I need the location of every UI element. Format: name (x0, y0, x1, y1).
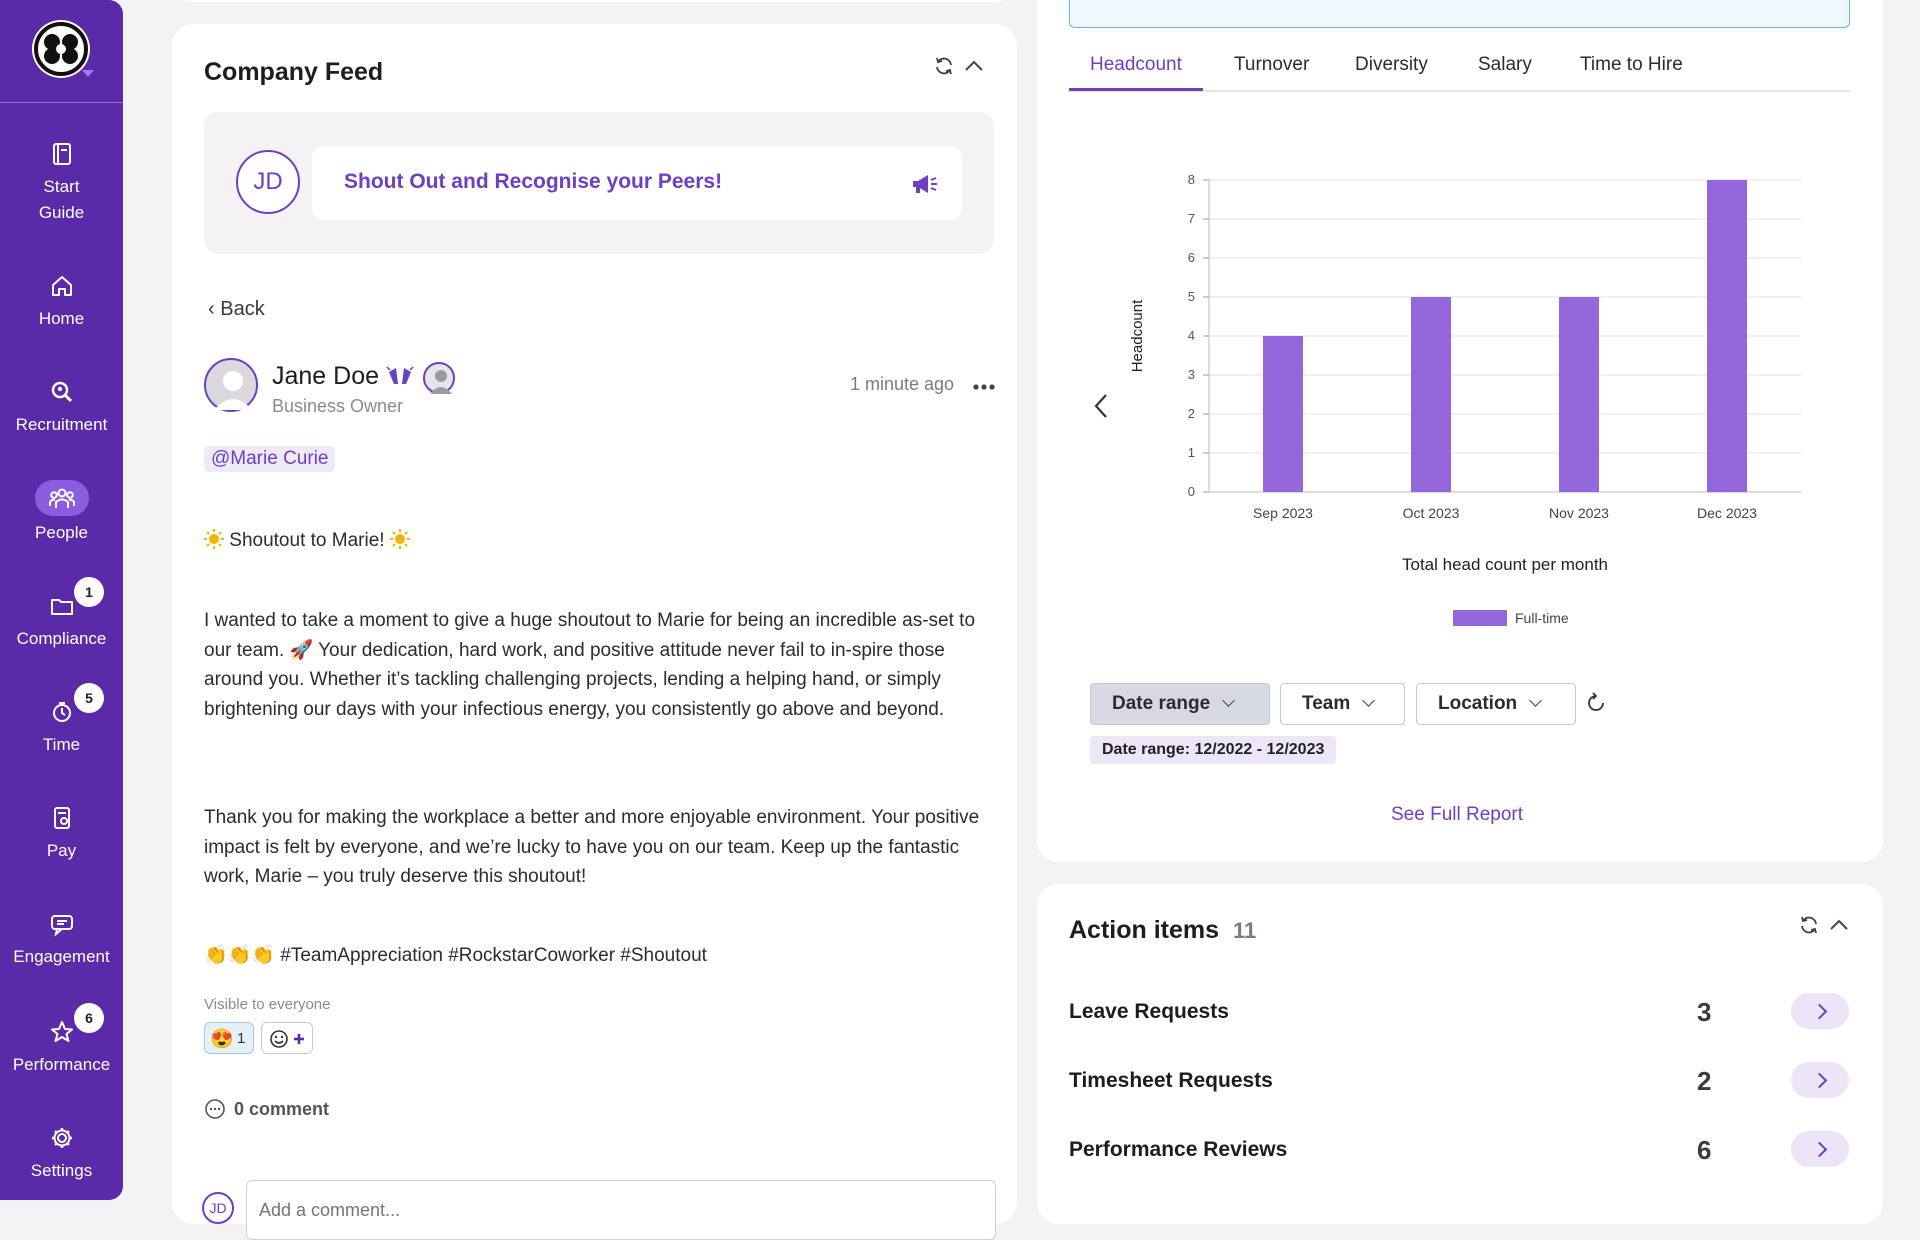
y-tick-label: 4 (1187, 328, 1195, 343)
refresh-icon[interactable] (1797, 913, 1821, 937)
post-heading (204, 526, 994, 556)
heart-eyes-emoji-icon: 😍 (210, 1029, 234, 1050)
action-item-label[interactable]: Timesheet Requests (1069, 1069, 1273, 1092)
action-items-title: Action items (1069, 916, 1220, 944)
shoutout-composer (204, 112, 994, 254)
date-range-label: Date range (1112, 693, 1211, 714)
team-filter[interactable] (1280, 683, 1405, 725)
previous-card-edge (172, 0, 1017, 2)
reset-filters-icon[interactable] (1585, 692, 1607, 714)
shoutout-prompt: Shout Out and Recognise your Peers! (344, 170, 723, 193)
sidebar-item-label: Performance (12, 1055, 111, 1074)
y-tick-label: 7 (1187, 211, 1195, 226)
y-tick-label: 0 (1187, 484, 1195, 499)
sidebar-item-label: Settings (30, 1161, 93, 1180)
mention-tag[interactable]: @Marie Curie (204, 446, 335, 472)
raising-hands-icon (385, 364, 415, 392)
feed-title: Company Feed (204, 58, 384, 86)
book-icon (48, 140, 76, 168)
legend-swatch (1453, 610, 1507, 626)
location-label: Location (1438, 693, 1518, 714)
payslip-icon (48, 804, 76, 832)
sidebar-item-label: Pay (46, 841, 77, 860)
refresh-icon[interactable] (932, 54, 956, 78)
y-tick-label: 8 (1187, 172, 1195, 187)
bar-oct-2023 (1411, 297, 1451, 492)
hashtags-text[interactable]: #TeamAppreciation #RockstarCoworker #Shoutout (280, 945, 707, 966)
recipient-avatar[interactable] (423, 362, 455, 394)
see-full-report-link[interactable]: See Full Report (1391, 804, 1524, 825)
shoutout-input[interactable] (312, 146, 962, 220)
info-banner (1069, 0, 1850, 28)
tab-salary[interactable]: Salary (1478, 54, 1532, 75)
back-label: Back (220, 298, 265, 320)
action-item-count: 6 (1697, 1135, 1712, 1165)
add-comment-input[interactable] (246, 1180, 996, 1240)
clap-emoji-icon: 👏👏👏 (204, 945, 275, 966)
post-paragraph: I wanted to take a moment to give a huge shoutout to Marie for being an incredible as-set to our team. 🚀 Your dedication, hard work, and positive attitude never fail to in-spire those around you. Whether it’s tackling challenging projects, lending a helping hand, or simply brightening our days with your infectious energy, you consistently go above and beyond. (204, 610, 976, 720)
legend-label: Full-time (1515, 610, 1569, 626)
sidebar-item-performance[interactable] (0, 1018, 123, 1078)
post-hashtags (204, 941, 994, 971)
y-tick-label: 2 (1187, 406, 1195, 421)
sun-emoji-icon (204, 529, 224, 549)
action-items-count: 11 (1233, 918, 1257, 943)
tab-headcount[interactable]: Headcount (1069, 54, 1203, 91)
sidebar-item-label: Engagement (13, 947, 110, 966)
sidebar-item-label: Recruitment (15, 415, 108, 434)
sidebar-item-home[interactable] (0, 272, 123, 332)
people-icon (35, 480, 89, 516)
x-tick-label: Nov 2023 (1549, 505, 1609, 521)
y-axis-label: Headcount (1129, 299, 1146, 373)
sidebar-item-engagement[interactable] (0, 910, 123, 970)
bar-sep-2023 (1263, 336, 1303, 492)
sidebar-item-label: Compliance (16, 629, 107, 648)
megaphone-icon[interactable] (910, 172, 940, 196)
tab-diversity[interactable]: Diversity (1355, 54, 1428, 75)
sidebar-item-recruitment[interactable] (0, 378, 123, 438)
date-range-filter[interactable] (1090, 683, 1270, 725)
x-tick-label: Sep 2023 (1253, 505, 1313, 521)
sidebar-item-label: Home (38, 309, 85, 328)
compliance-badge: 1 (74, 577, 104, 607)
action-item-count: 3 (1697, 997, 1712, 1027)
open-timesheet-requests-button[interactable] (1791, 1062, 1849, 1098)
x-tick-label: Oct 2023 (1402, 505, 1460, 521)
gear-icon (48, 1124, 76, 1152)
logo-caret-icon (82, 70, 94, 77)
tab-turnover[interactable]: Turnover (1234, 54, 1310, 75)
active-filter-chip[interactable]: Date range: 12/2022 - 12/2023 (1090, 736, 1336, 764)
sidebar-item-settings[interactable] (0, 1124, 123, 1184)
post-paragraph: Thank you for making the workplace a better and more enjoyable environment. Your positive impact is felt by everyone, and we’re lucky to have you on our team. Keep up the fantastic work, Marie – you truly deserve this shoutout! (204, 807, 980, 887)
sidebar-item-time[interactable] (0, 698, 123, 758)
sidebar-item-compliance[interactable] (0, 592, 123, 652)
sidebar-item-people[interactable] (0, 480, 123, 546)
y-tick-label: 6 (1187, 250, 1195, 265)
performance-badge: 6 (74, 1003, 104, 1033)
chart-svg (1069, 100, 1850, 660)
comment-count-button[interactable] (204, 1098, 329, 1120)
post-timestamp: 1 minute ago (850, 374, 955, 394)
logo-area (0, 0, 123, 103)
clock-icon (48, 698, 76, 726)
post-heading-text: Shoutout to Marie! (229, 530, 385, 551)
sidebar-item-label: Time (42, 735, 81, 754)
author-role: Business Owner (272, 396, 404, 416)
magnifier-icon (48, 378, 76, 406)
sidebar-item-pay[interactable] (0, 804, 123, 864)
chat-icon (48, 910, 76, 938)
analytics-tabs (1069, 48, 1850, 92)
sidebar-item-label: Start (43, 177, 80, 196)
tab-time-to-hire[interactable]: Time to Hire (1580, 54, 1683, 75)
y-tick-label: 1 (1187, 445, 1195, 460)
star-icon (48, 1018, 76, 1046)
sidebar-item-label: Guide (38, 203, 85, 222)
sidebar-item-start-guide[interactable] (0, 140, 123, 226)
comment-icon (204, 1098, 226, 1120)
chevron-down-icon (1222, 694, 1235, 707)
post-author[interactable]: Jane Doe (272, 362, 380, 390)
folder-icon (48, 592, 76, 620)
team-label: Team (1302, 693, 1351, 714)
sun-emoji-icon (390, 529, 410, 549)
x-tick-label: Dec 2023 (1697, 505, 1757, 521)
back-link[interactable] (208, 298, 265, 321)
company-feed-card (172, 24, 1017, 1224)
chevron-down-icon (1362, 694, 1375, 707)
author-avatar[interactable] (204, 358, 258, 412)
sidebar-item-label: People (35, 523, 88, 542)
user-avatar-initials: JD (236, 150, 300, 214)
time-badge: 5 (74, 683, 104, 713)
sidebar (0, 0, 123, 1200)
more-options-icon[interactable] (972, 378, 996, 386)
open-performance-reviews-button[interactable] (1791, 1131, 1849, 1167)
action-item-label[interactable]: Leave Requests (1069, 1000, 1229, 1023)
visibility-label: Visible to everyone (204, 996, 331, 1013)
chevron-left-icon: ‹ (208, 298, 215, 320)
action-item-label[interactable]: Performance Reviews (1069, 1138, 1288, 1161)
collapse-icon[interactable] (1827, 913, 1851, 937)
action-item-count: 2 (1697, 1066, 1712, 1096)
x-axis-label: Total head count per month (1401, 555, 1609, 574)
y-tick-label: 5 (1187, 289, 1195, 304)
commenter-avatar-initials: JD (202, 1192, 234, 1224)
bar-dec-2023 (1707, 180, 1747, 492)
home-icon (48, 272, 76, 300)
add-emoji-icon (262, 1023, 314, 1055)
add-reaction-button[interactable] (261, 1022, 313, 1054)
location-filter[interactable] (1416, 683, 1576, 725)
headcount-chart (1069, 100, 1850, 660)
y-tick-label: 3 (1187, 367, 1195, 382)
collapse-icon[interactable] (962, 54, 986, 78)
reaction-count: 1 (237, 1030, 246, 1047)
bar-nov-2023 (1559, 297, 1599, 492)
open-leave-requests-button[interactable] (1791, 993, 1849, 1029)
reaction-button[interactable] (204, 1022, 254, 1054)
chevron-down-icon (1529, 694, 1542, 707)
comment-count-text: 0 comment (234, 1099, 330, 1119)
